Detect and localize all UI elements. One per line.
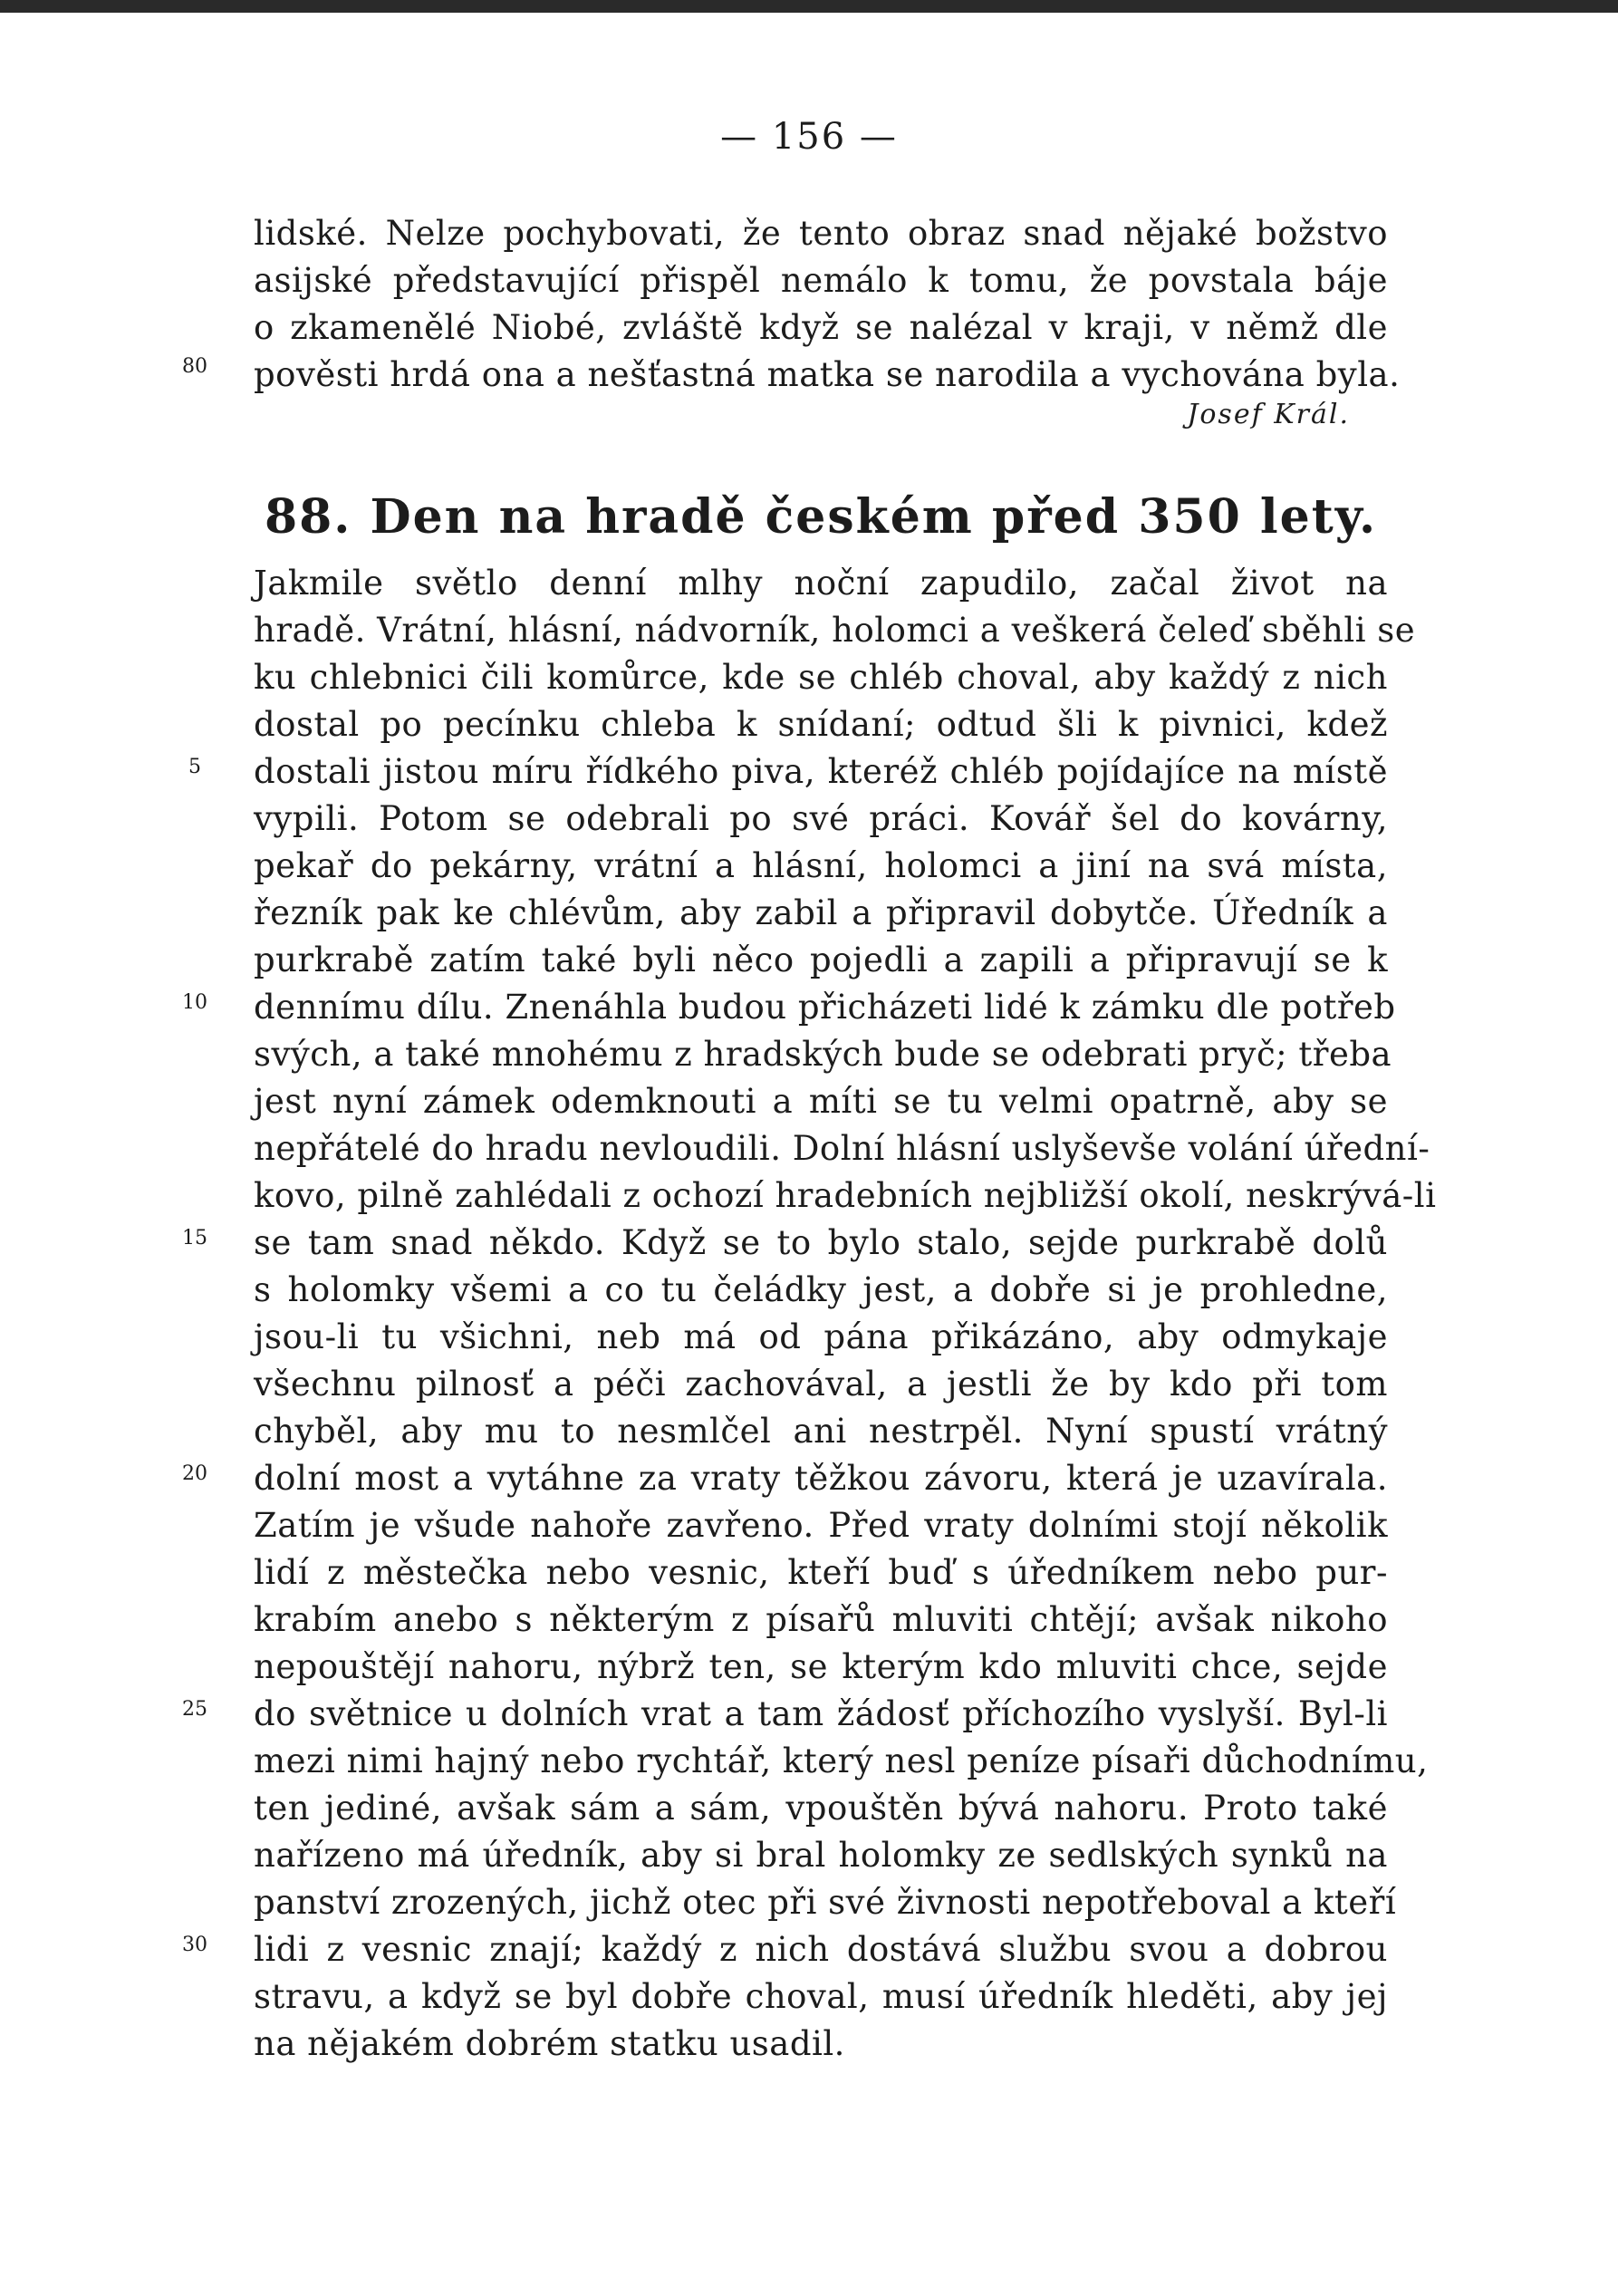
text-line: dolní most a vytáhne za vraty těžkou závoru, která je uzavírala. (254, 1459, 1388, 1498)
text-line: nepřátelé do hradu nevloudili. Dolní hlásní uslyševše volání úřední- (254, 1129, 1430, 1168)
text-line: krabím anebo s některým z písařů mluviti chtějí; avšak nikoho (254, 1600, 1388, 1639)
text-line: lidské. Nelze pochybovati, že tento obraz snad nějaké božstvo (254, 214, 1388, 253)
page-number: — 156 — (720, 116, 898, 158)
text-line: dostal po pecínku chleba k snídaní; odtud šli k pivnici, kdež (254, 705, 1388, 744)
text-line: chyběl, aby mu to nesmlčel ani nestrpěl. Nyní spustí vrátný (254, 1412, 1388, 1451)
margin-line-number: 25 (182, 1698, 207, 1721)
text-line: nařízeno má úředník, aby si bral holomky ze sedlských synků na (254, 1836, 1388, 1875)
margin-line-number: 30 (182, 1934, 207, 1956)
text-line: dostali jistou míru řídkého piva, kteréž chléb pojídajíce na místě (254, 752, 1388, 791)
text-line: panství zrozených, jichž otec při své živnosti nepotřeboval a kteří (254, 1883, 1397, 1922)
text-line: o zkamenělé Niobé, zvláště když se nalézal v kraji, v němž dle (254, 308, 1388, 347)
text-line: ten jediné, avšak sám a sám, vpouštěn bývá nahoru. Proto také (254, 1789, 1388, 1828)
text-line: Zatím je všude nahoře zavřeno. Před vraty dolními stojí několik (254, 1506, 1388, 1545)
margin-line-number: 20 (182, 1462, 207, 1485)
text-line: všechnu pilnosť a péči zachovával, a jestli že by kdo při tom (254, 1365, 1388, 1404)
text-line: svých, a také mnohému z hradských bude se odebrati pryč; třeba (254, 1035, 1392, 1074)
text-line: mezi nimi hajný nebo rychtář, který nesl peníze písaři důchodnímu, (254, 1741, 1429, 1780)
text-line: řezník pak ke chlévům, aby zabil a připravil dobytče. Úředník a (254, 893, 1388, 932)
text-line: do světnice u dolních vrat a tam žádosť příchozího vyslyší. Byl-li (254, 1694, 1388, 1733)
text-line: dennímu dílu. Znenáhla budou přicházeti lidé k zámku dle potřeb (254, 988, 1396, 1027)
text-line: jsou-li tu všichni, neb má od pána přikázáno, aby odmykaje (254, 1317, 1388, 1356)
text-line: jest nyní zámek odemknouti a míti se tu velmi opatrně, aby se (254, 1082, 1388, 1121)
text-line: asijské představující přispěl nemálo k tomu, že povstala báje (254, 261, 1388, 300)
text-line: pověsti hrdá ona a nešťastná matka se narodila a vychována byla. (254, 355, 1401, 394)
text-line: na nějakém dobrém statku usadil. (254, 2024, 845, 2063)
text-line: purkrabě zatím také byli něco pojedli a zapili a připravují se k (254, 941, 1388, 979)
text-line: Jakmile světlo denní mlhy noční zapudilo, začal život na (254, 564, 1388, 603)
margin-line-number: 5 (188, 756, 201, 778)
scan-top-edge (0, 0, 1618, 13)
margin-line-number: 10 (182, 991, 207, 1014)
margin-line-number: 80 (182, 355, 207, 378)
text-line: se tam snad někdo. Když se to bylo stalo, sejde purkrabě dolů (254, 1223, 1388, 1262)
section-body (254, 560, 1437, 2068)
text-line: lidi z vesnic znají; každý z nich dostává službu svou a dobrou (254, 1930, 1388, 1969)
margin-line-number: 15 (182, 1227, 207, 1249)
text-line: hradě. Vrátní, hlásní, nádvorník, holomci a veškerá čeleď sběhli se (254, 611, 1416, 650)
text-line: ku chlebnici čili komůrce, kde se chléb choval, aby každý z nich (254, 658, 1388, 697)
text-line: s holomky všemi a co tu čeládky jest, a dobře si je prohledne, (254, 1270, 1388, 1309)
text-line: kovo, pilně zahlédali z ochozí hradebních nejbližší okolí, neskrývá-li (254, 1176, 1437, 1215)
text-line: vypili. Potom se odebrali po své práci. Kovář šel do kovárny, (254, 799, 1388, 838)
text-line: pekař do pekárny, vrátní a hlásní, holomci a jiní na svá místa, (254, 846, 1388, 885)
author-signature: Josef Král. (1187, 399, 1350, 430)
text-line: nepouštějí nahoru, nýbrž ten, se kterým kdo mluviti chce, sejde (254, 1647, 1388, 1686)
section-heading: 88. Den na hradě českém před 350 lety. (264, 489, 1378, 545)
text-line: lidí z městečka nebo vesnic, kteří buď s úředníkem nebo pur- (254, 1553, 1388, 1592)
text-line: stravu, a když se byl dobře choval, musí úředník hleděti, aby jej (254, 1977, 1388, 2016)
continuation-paragraph (254, 210, 1401, 399)
